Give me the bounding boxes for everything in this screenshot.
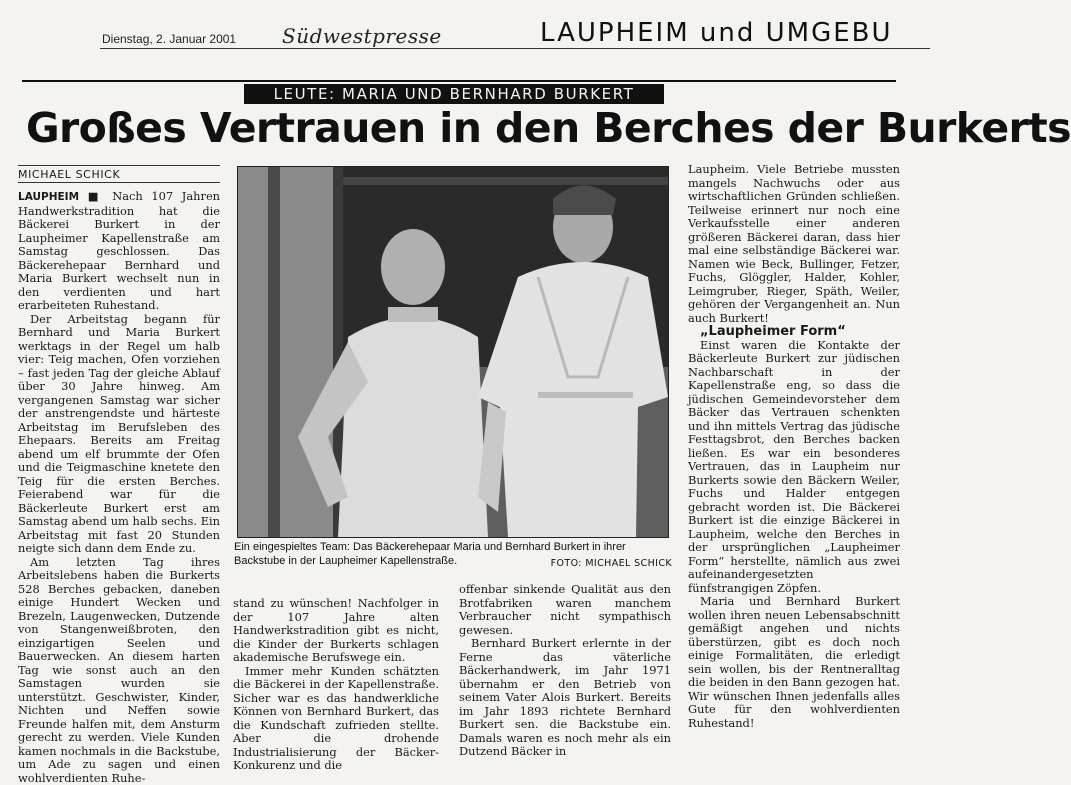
photo-credit: FOTO: MICHAEL SCHICK — [551, 558, 672, 569]
paragraph: stand zu wünschen! Nachfolger in der 107 Jahre alten Handwerkstradition gibt es nicht, die Kinder der Burkerts schlagen akademische Berufswege ein. — [233, 597, 439, 665]
paragraph: Am letzten Tag ihres Arbeitslebens haben die Burkerts 528 Berches gebacken, daneben einige Hundert Wecken und Brezeln, Laugenwecken, Dutzende von Stangenweißbroten, den einzigartigen Seelen und Bauerwecken. An diesem harten Tag wie sonst auch an den Samstagen wurden sie unterstützt. Geschwister, Kinder, Nichten und Neffen sowie Freunde halfen mit, dem Ansturm gerecht zu werden. Viele Kunden kamen nochmals in die Backstube, um Ade zu sagen und einen wohlverdienten Ruhe- — [18, 556, 220, 785]
subheading: „Laupheimer Form“ — [688, 325, 900, 339]
paragraph: Immer mehr Kunden schätzten die Bäckerei in der Kapellenstraße. Sicher war es das handwerkliche Können von Bernhard Burkert, das die Kundschaft zufrieden stellte. Aber die drohende Industrialisierung der Bäcker-Konkurenz und die — [233, 665, 439, 773]
dateline-marker: ■ — [88, 189, 104, 203]
article-kicker: LEUTE: MARIA UND BERNHARD BURKERT — [244, 84, 664, 104]
section-title: LAUPHEIM und UMGEBU — [540, 18, 893, 48]
paragraph: offenbar sinkende Qualität aus den Brotfabriken waren manchem Verbraucher nicht sympathisch gewesen. — [459, 583, 671, 637]
issue-date: Dienstag, 2. Januar 2001 — [102, 32, 236, 46]
paragraph: Laupheim. Viele Betriebe mussten mangels Nachwuchs oder aus wirtschaftlichen Gründen schließen. Teilweise erinnert nur noch eine Verkaufsstelle einer anderen größeren Bäckerei daran, dass hier mal eine selbständige Bäckerei war. Namen wie Beck, Bullinger, Fetzer, Fuchs, Glöggler, Halder, Kohler, Leimgruber, Rieger, Späth, Weiler, gehören der Vergangenheit an. Nun auch Burkert! — [688, 163, 900, 325]
paragraph-text: Nach 107 Jahren Handwerkstradition hat die Bäckerei Burkert in der Laupheimer Kapellenstraße am Samstag geschlossen. Das Bäckerehepaar Bernhard und Maria Burkert wechselt nun in den verdienten und hart erarbeiteten Ruhestand. — [18, 189, 220, 312]
author-rule-bottom — [18, 182, 220, 183]
header-rule — [100, 48, 930, 49]
article-headline: Großes Vertrauen in den Berches der Burkerts — [26, 104, 896, 152]
paragraph: Einst waren die Kontakte der Bäckerleute Burkert zur jüdischen Nachbarschaft in der Kapellenstraße eng, so dass die jüdischen Gemeindevorsteher dem Bäcker das Vertrauen schenkten und ihn mittels Vertrag das jüdische Festtagsbrot, den Berches backen ließen. Es war ein besonderes Vertrauen, das in Laupheim nur Burkerts sowie den Bäckern Weiler, Fuchs und Halder entgegen gebracht worden ist. Die Bäckerei Burkert ist die einzige Bäckerei in Laupheim, welche den Berches in der ursprünglichen „Laupheimer Form“ herstellte, nämlich aus zwei aufeinandergesetzten fünfstrangigen Zöpfen. — [688, 339, 900, 596]
photo-caption: Ein eingespieltes Team: Das Bäckerehepaar Maria und Bernhard Burkert in ihrer Backstube in der Laupheimer Kapellenstraße. — [234, 541, 672, 568]
text-column-3 — [459, 583, 671, 763]
text-column-4 — [688, 163, 900, 763]
paragraph: Bernhard Burkert erlernte in der Ferne das väterliche Bäckerhandwerk, im Jahr 1971 übernahm er den Betrieb von seinem Vater Alois Burkert. Bereits im Jahr 1893 richtete Bernhard Burkert sen. die Backstube ein. Damals waren es noch mehr als ein Dutzend Bäcker in — [459, 637, 671, 759]
text-column-2 — [233, 597, 439, 762]
paragraph: Maria und Bernhard Burkert wollen ihren neuen Lebensabschnitt gemäßigt angehen und nichts überstürzen, gibt es doch noch einige Formalitäten, die erledigt sein wollen, bis der Rentneralltag die beiden in den Bann gezogen hat. Wir wünschen Ihnen jedenfalls alles Gute für den wohlverdienten Ruhestand! — [688, 595, 900, 730]
paragraph: Der Arbeitstag begann für Bernhard und Maria Burkert werktags in der Regel um halb vier: Teig machen, Ofen vorziehen – fast jeden Tag der gleiche Ablauf über 30 Jahre hinweg. Am vergangenen Samstag war sicher der anstrengendste und härteste Arbeitstag im Berufsleben des Ehepaars. Bereits am Freitag abend um elf brummte der Ofen und die Teigmaschine knetete den Teig für die ersten Berches. Feierabend war für die Bäckerleute Burkert erst am Samstag abend um halb sechs. Ein Arbeitstag mit fast 20 Stunden neigte sich dann dem Ende zu. — [18, 313, 220, 556]
author-rule-top — [18, 165, 220, 166]
dateline: LAUPHEIM — [18, 191, 79, 203]
bakers-photo-illustration — [238, 167, 668, 537]
article-author: MICHAEL SCHICK — [18, 168, 120, 181]
newspaper-name: Südwestpresse — [282, 24, 442, 48]
paragraph — [18, 190, 220, 313]
article-top-rule — [22, 80, 896, 82]
text-column-1 — [18, 190, 220, 760]
article-photo — [237, 166, 669, 538]
